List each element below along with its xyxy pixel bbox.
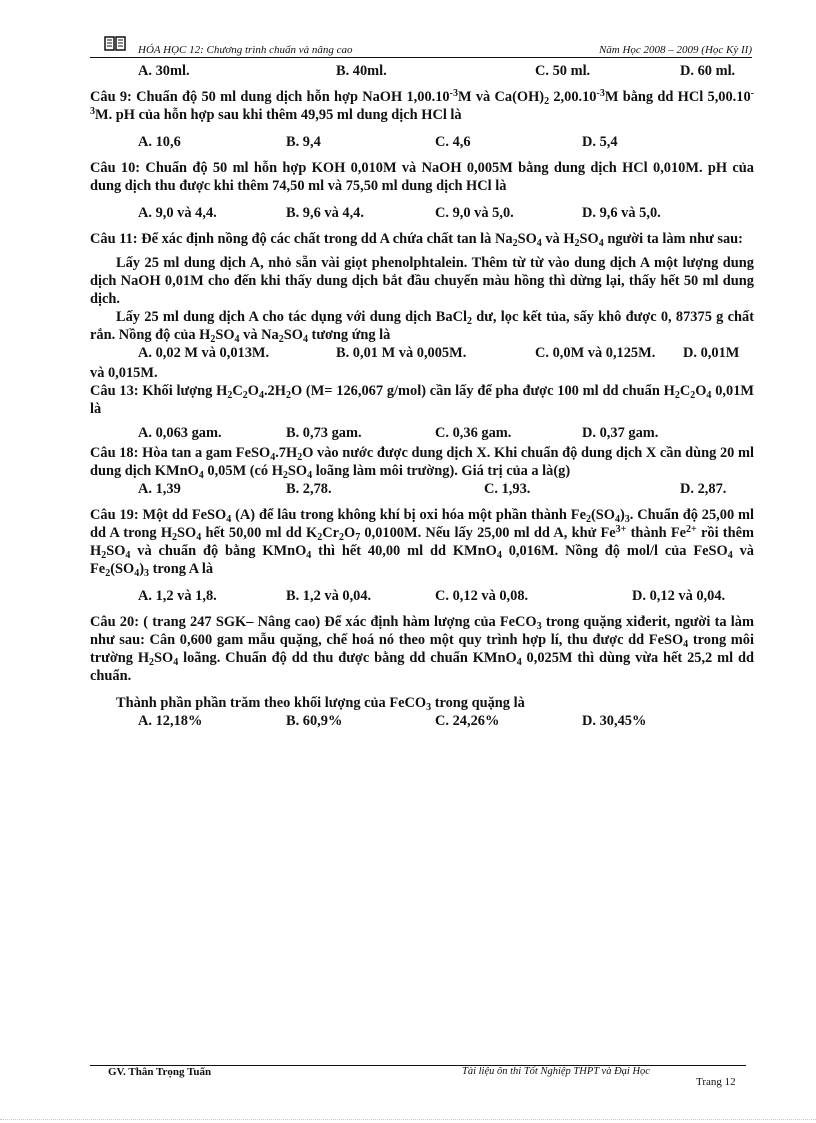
option-a: A. 10,6 [138,134,181,150]
option-c: C. 4,6 [435,134,471,150]
option-b: B. 9,4 [286,134,321,150]
header-title: HÓA HỌC 12: Chương trình chuẩn và nâng cao [138,44,353,56]
option-b: B. 60,9% [286,713,343,729]
option-a: A. 1,39 [138,481,181,497]
option-d: D. 60 ml. [680,63,736,79]
question-20-prompt: Thành phần phần trăm theo khối lượng của FeCO$_3$ trong quặng là [116,695,525,713]
page-number: Trang 12 [696,1076,736,1088]
option-d: D. 0,12 và 0,04. [632,588,726,604]
question-20: Câu 20: ( trang 247 SGK– Nâng cao) Để xác định hàm lượng của FeCO$_3$ trong quặng xiđerit, người ta làm như sau: Cân 0,600 gam mẫu quặng, chế hoá nó theo một quy trình hợp lí, thu được dd FeSO$_4$ trong môi trường $H_2SO_4$ loãng. Chuẩn độ dd thu được bằng dd chuẩn KMnO$_4$ 0,025M thì dùng vừa hết 25,2 ml dd chuẩn. [90,614,754,684]
question-label: Câu 11: [90,231,138,247]
answer-options [90,712,754,732]
option-d: D. 5,4 [582,134,618,150]
option-a: A. 1,2 và 1,8. [138,588,217,604]
answer-options [90,587,754,607]
option-c: C. 0,12 và 0,08. [435,588,529,604]
option-a: A. 12,18% [138,713,203,729]
option-b: B. 40ml. [336,63,387,79]
footer-author: GV. Thân Trọng Tuấn [108,1066,212,1078]
option-a: A. 0,02 M và 0,013M. [138,345,270,361]
page-header [90,35,752,58]
procedure-step-1: Lấy 25 ml dung dịch A, nhỏ sẵn vài giọt phenolphtalein. Thêm từ từ vào dung dịch A một lượng dung dịch NaOH 0,01M cho đến khi thấy dung dịch bắt đầu chuyển màu hồng thì dừng lại, thấy hết 50 ml dung dịch. [90,255,754,307]
option-b: B. 2,78. [286,481,332,497]
option-a: A. 0,063 gam. [138,425,222,441]
book-icon [104,35,126,52]
question-label: Câu 18: [90,445,139,461]
option-d: D. 30,45% [582,713,647,729]
question-label: Câu 10: [90,160,141,176]
question-10: Câu 10: Chuẩn độ 50 ml hỗn hợp KOH 0,010M và NaOH 0,005M bằng dung dịch HCl 0,010M. pH của dung dịch thu được khi thêm 74,50 ml và 75,50 ml dung dịch HCl là [90,160,754,194]
option-d: D. 9,6 và 5,0. [582,205,661,221]
option-b: B. 0,01 M và 0,005M. [336,345,467,361]
answer-options [90,133,754,153]
procedure-step-2: Lấy 25 ml dung dịch A cho tác dụng với dung dịch BaCl$_2$ dư, lọc kết tủa, sấy khô được 0, 87375 g chất rắn. Nồng độ của $H_2SO_4$ và $Na_2SO_4$ tương ứng là [90,309,754,345]
answer-options [90,62,754,82]
question-label: Câu 20: [90,614,139,630]
option-c: C. 9,0 và 5,0. [435,205,514,221]
answer-options [90,344,754,364]
option-c: C. 24,26% [435,713,500,729]
option-d: D. 0,37 gam. [582,425,659,441]
question-9: Câu 9: Chuẩn độ 50 ml dung dịch hỗn hợp NaOH $1,00.10^{-3}M$ và $Ca(OH)_2$ $2,00.10^{-3}M$ bằng dd HCl $5,00.10^{-3}M$. pH của hỗn hợp sau khi thêm 49,95 ml dung dịch HCl là [90,88,755,123]
question-13: Câu 13: Khối lượng $H_2C_2O_4.2H_2O$ (M= 126,067 g/mol) cần lấy để pha được 100 ml dd chuẩn $H_2C_2O_4$ 0,01M là [90,383,754,417]
option-a: A. 30ml. [138,63,190,79]
page-edge-dots [0,1119,816,1120]
answer-options [90,480,754,500]
header-school-year: Năm Học 2008 – 2009 (Học Kỳ II) [598,44,752,56]
option-a: A. 9,0 và 4,4. [138,205,217,221]
answer-options [90,424,754,444]
question-19: Câu 19: Một dd FeSO$_4$ (A) để lâu trong không khí bị oxi hóa một phần thành $Fe_2(SO_4)_3$. Chuẩn độ 25,00 ml dd A trong $H_2SO_4$ hết 50,00 ml dd $K_2Cr_2O_7$ 0,0100M. Nếu lấy 25,00 ml dd A, khử $Fe^{3+}$ thành $Fe^{2+}$ rồi thêm $H_2SO_4$ và chuẩn độ bằng KMnO$_4$ thì hết 40,00 ml dd KMnO$_4$ 0,016M. Nồng độ mol/l của FeSO$_4$ và $Fe_2(SO_4)_3$ trong A là [90,507,755,579]
option-c: C. 0,36 gam. [435,425,512,441]
option-d: D. 2,87. [680,481,727,497]
question-18: Câu 18: Hòa tan a gam $FeSO_4.7H_2O$ vào nước được dung dịch X. Khi chuẩn độ dung dịch X cần dùng 20 ml dung dịch KMnO$_4$ 0,05M (có $H_2SO_4$ loãng làm môi trường). Giá trị của a là(g) [90,445,754,481]
option-c: C. 50 ml. [535,63,591,79]
option-b: B. 1,2 và 0,04. [286,588,372,604]
option-b: B. 9,6 và 4,4. [286,205,364,221]
option-b: B. 0,73 gam. [286,425,362,441]
answer-options [90,204,754,224]
option-c: C. 0,0M và 0,125M. [535,345,656,361]
option-c: C. 1,93. [484,481,531,497]
option-d: D. 0,01M [683,345,740,361]
question-11: Câu 11: Để xác định nồng độ các chất trong dd A chứa chất tan là $Na_2SO_4$ và $H_2SO_4$ người ta làm như sau: [90,231,743,249]
question-list [90,62,754,732]
option-d-continued: và 0,015M. [90,365,158,381]
question-label: Câu 13: [90,383,139,399]
footer-subtitle: Tài liệu ôn thi Tốt Nghiệp THPT và Đại Học [462,1066,650,1077]
question-label: Câu 9: [90,89,132,105]
question-label: Câu 19: [90,507,139,523]
